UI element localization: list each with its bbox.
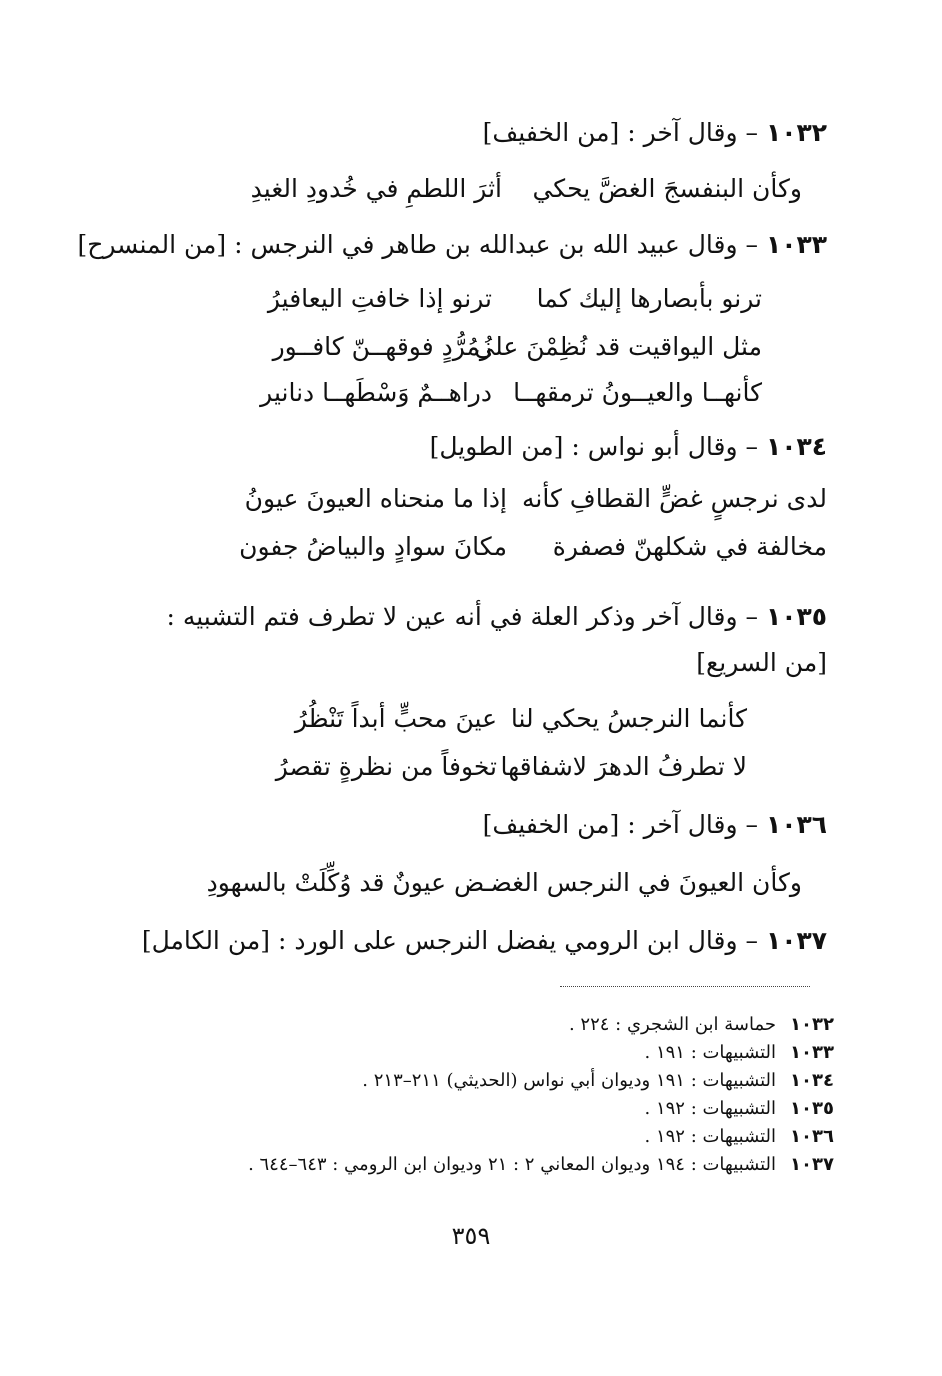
- verse-second-hemistich: ترنو إذا خافتِ اليعافيرُ: [267, 284, 492, 313]
- footnote: [362, 1068, 834, 1094]
- entry-text: – وقال أبو نواس : [من الطويل]: [429, 432, 758, 461]
- verse-second-hemistich: أثرَ اللطمِ في خُدودِ الغيدِ: [250, 174, 502, 203]
- footnote: [645, 1040, 835, 1066]
- entry-heading: [78, 228, 828, 262]
- footnote-text: التشبيهات : ١٩٤ وديوان المعاني ٢ : ٢١ وديوان ابن الرومي : ٦٤٣–٦٤٤ .: [248, 1154, 777, 1175]
- verse-first-hemistich: ترنو بأبصارها إليك كما: [536, 284, 762, 313]
- verse-second-hemistich: دراهــمٌ وَسْطَهــا دنانير: [260, 378, 492, 407]
- entry-heading: [483, 116, 827, 150]
- verse-line: [276, 750, 747, 784]
- entry-text: – وقال عبيد الله بن عبدالله بن طاهر في النرجس : [من المنسرح]: [77, 230, 758, 259]
- footnote: [248, 1152, 834, 1178]
- entry-heading: [430, 430, 827, 464]
- entry-text: – وقال آخر : [من الخفيف]: [482, 810, 758, 839]
- footnote-text: التشبيهات : ١٩٢ .: [644, 1098, 777, 1119]
- verse-first-hemistich: وكأن العيونَ في النرجس الغضـ: [483, 868, 802, 897]
- entry-heading: [166, 600, 827, 634]
- footnote: [645, 1124, 835, 1150]
- footnote-number: ١٠٣٢: [790, 1014, 834, 1035]
- verse-second-hemistich: عينَ محبٍّ أبداً تَنْظُرُ: [294, 704, 497, 733]
- entry-text: – وقال آخر وذكر العلة في أنه عين لا تطرف فتم التشبيه :: [166, 602, 758, 631]
- verse-first-hemistich: مثل اليواقيت قد نُظِمْنَ على: [474, 332, 762, 361]
- footnote: [645, 1096, 835, 1122]
- footnote-number: ١٠٣٧: [790, 1154, 834, 1175]
- verse-line: [207, 866, 802, 900]
- footnote-separator: [560, 986, 810, 987]
- footnote-number: ١٠٣٦: [790, 1126, 834, 1147]
- page-number: ٣٥٩: [451, 1222, 491, 1250]
- entry-number: ١٠٣٧: [765, 926, 827, 955]
- footnote-text: التشبيهات : ١٩٢ .: [644, 1126, 777, 1147]
- verse-line: [295, 702, 747, 736]
- verse-line: [268, 282, 762, 316]
- footnote-number: ١٠٣٥: [790, 1098, 834, 1119]
- entry-text: – وقال آخر : [من الخفيف]: [482, 118, 758, 147]
- footnote-text: التشبيهات : ١٩١ .: [644, 1042, 777, 1063]
- entry-heading-continuation: [من السريع]: [696, 648, 827, 677]
- verse-first-hemistich: لا تطرفُ الدهرَ لاشفاقها: [500, 752, 747, 781]
- entry-text: – وقال ابن الرومي يفضل النرجس على الورد : [من الكامل]: [141, 926, 758, 955]
- footnote-text: حماسة ابن الشجري : ٢٢٤ .: [568, 1014, 777, 1035]
- verse-second-hemistich: تخوفاً من نظرةٍ تقصرُ: [275, 752, 497, 781]
- entry-number: ١٠٣٢: [765, 118, 827, 147]
- footnote: [569, 1012, 834, 1038]
- verse-line: [245, 482, 827, 516]
- footnote-number: ١٠٣٣: [790, 1042, 834, 1063]
- verse-line: [260, 376, 762, 410]
- verse-second-hemistich: زُمُرُّدٍ فوقهــنّ كافــور: [272, 332, 492, 361]
- verse-second-hemistich: ـض عيونٌ قد وُكِّلَتْ بالسهودِ: [206, 868, 492, 897]
- verse-first-hemistich: وكأن البنفسجَ الغضَّ يحكي: [532, 174, 802, 203]
- verse-second-hemistich: مكانَ سوادٍ والبياضُ جفون: [239, 532, 507, 561]
- verse-first-hemistich: كأنما النرجسُ يحكي لنا: [510, 704, 747, 733]
- verse-first-hemistich: مخالفة في شكلهنّ فصفرة: [552, 532, 827, 561]
- verse-line: [251, 172, 802, 206]
- footnote-number: ١٠٣٤: [790, 1070, 834, 1091]
- verse-first-hemistich: كأنهــا والعيــونُ ترمقهــا: [513, 378, 762, 407]
- entry-number: ١٠٣٦: [765, 810, 827, 839]
- verse-second-hemistich: إذا ما منحناه العيونَ عيونُ: [244, 484, 507, 513]
- entry-number: ١٠٣٣: [765, 230, 827, 259]
- entry-number: ١٠٣٥: [765, 602, 827, 631]
- entry-heading: [483, 808, 827, 842]
- verse-line: [239, 530, 827, 564]
- entry-heading: [142, 924, 827, 958]
- verse-first-hemistich: لدى نرجسٍ غضٍّ القطافِ كأنه: [521, 484, 827, 513]
- entry-number: ١٠٣٤: [765, 432, 827, 461]
- footnote-text: التشبيهات : ١٩١ وديوان أبي نواس (الحديثي) ٢١١–٢١٣ .: [362, 1070, 777, 1091]
- verse-line: [273, 330, 762, 364]
